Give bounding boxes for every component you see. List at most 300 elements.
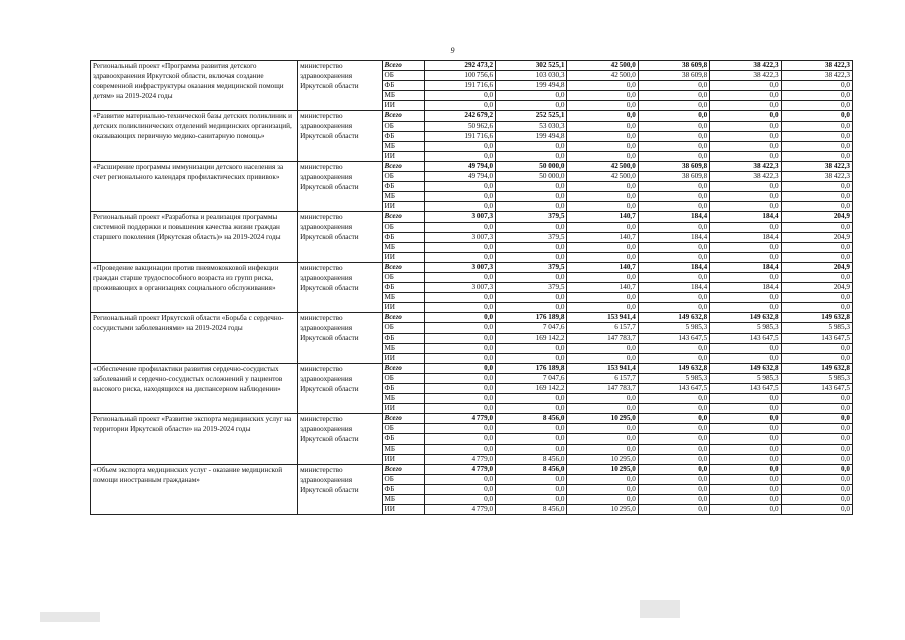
amount-cell: 10 295,0: [567, 505, 638, 515]
amount-cell: 0,0: [638, 394, 709, 404]
amount-cell: 4 779,0: [424, 505, 495, 515]
funding-source-cell: МБ: [382, 242, 424, 252]
funding-source-cell: Всего: [382, 161, 424, 171]
amount-cell: 0,0: [567, 303, 638, 313]
amount-cell: 0,0: [567, 252, 638, 262]
funding-source-cell: МБ: [382, 192, 424, 202]
amount-cell: 0,0: [567, 424, 638, 434]
funding-source-cell: Всего: [382, 262, 424, 272]
amount-cell: 0,0: [424, 384, 495, 394]
amount-cell: 0,0: [638, 424, 709, 434]
amount-cell: 0,0: [781, 293, 852, 303]
amount-cell: 184,4: [638, 262, 709, 272]
amount-cell: 0,0: [710, 424, 781, 434]
funding-source-cell: ФБ: [382, 232, 424, 242]
amount-cell: 184,4: [638, 283, 709, 293]
amount-cell: 379,5: [496, 262, 567, 272]
amount-cell: 0,0: [781, 141, 852, 151]
amount-cell: 0,0: [496, 192, 567, 202]
amount-cell: 3 007,3: [424, 262, 495, 272]
amount-cell: 0,0: [496, 343, 567, 353]
funding-source-cell: ОБ: [382, 323, 424, 333]
amount-cell: 49 794,0: [424, 161, 495, 171]
amount-cell: 0,0: [710, 131, 781, 141]
funding-source-cell: ОБ: [382, 71, 424, 81]
amount-cell: 0,0: [424, 404, 495, 414]
funding-source-cell: ИИ: [382, 454, 424, 464]
amount-cell: 0,0: [496, 141, 567, 151]
funding-source-cell: ФБ: [382, 333, 424, 343]
funding-source-cell: ИИ: [382, 353, 424, 363]
amount-cell: 6 157,7: [567, 373, 638, 383]
amount-cell: 0,0: [567, 141, 638, 151]
amount-cell: 0,0: [424, 323, 495, 333]
table-row: [91, 363, 853, 373]
amount-cell: 38 422,3: [781, 61, 852, 71]
amount-cell: 252 525,1: [496, 111, 567, 121]
amount-cell: 8 456,0: [496, 454, 567, 464]
amount-cell: 0,0: [710, 505, 781, 515]
amount-cell: 0,0: [710, 454, 781, 464]
amount-cell: 0,0: [638, 414, 709, 424]
amount-cell: 50 000,0: [496, 161, 567, 171]
amount-cell: 184,4: [710, 212, 781, 222]
table-row: [91, 414, 853, 424]
amount-cell: 0,0: [496, 424, 567, 434]
amount-cell: 0,0: [567, 91, 638, 101]
amount-cell: 0,0: [638, 495, 709, 505]
funding-source-cell: ИИ: [382, 404, 424, 414]
amount-cell: 42 500,0: [567, 61, 638, 71]
amount-cell: 0,0: [424, 293, 495, 303]
amount-cell: 0,0: [567, 343, 638, 353]
funding-source-cell: Всего: [382, 313, 424, 323]
amount-cell: 143 647,5: [710, 333, 781, 343]
amount-cell: 0,0: [638, 91, 709, 101]
amount-cell: 5 985,3: [781, 373, 852, 383]
amount-cell: 0,0: [638, 101, 709, 111]
amount-cell: 0,0: [638, 454, 709, 464]
amount-cell: 143 647,5: [781, 333, 852, 343]
amount-cell: 0,0: [496, 484, 567, 494]
amount-cell: 5 985,3: [638, 323, 709, 333]
amount-cell: 42 500,0: [567, 172, 638, 182]
amount-cell: 50 962,6: [424, 121, 495, 131]
amount-cell: 0,0: [781, 343, 852, 353]
amount-cell: 0,0: [638, 353, 709, 363]
funding-source-cell: ИИ: [382, 303, 424, 313]
amount-cell: 3 007,3: [424, 212, 495, 222]
table-row: [91, 61, 853, 71]
funding-source-cell: Всего: [382, 212, 424, 222]
amount-cell: 0,0: [781, 474, 852, 484]
page-number: 9: [450, 46, 455, 55]
funding-source-cell: ФБ: [382, 131, 424, 141]
amount-cell: 0,0: [781, 272, 852, 282]
amount-cell: 0,0: [496, 293, 567, 303]
amount-cell: 0,0: [567, 353, 638, 363]
amount-cell: 0,0: [567, 293, 638, 303]
amount-cell: 0,0: [710, 404, 781, 414]
amount-cell: 0,0: [710, 444, 781, 454]
amount-cell: 0,0: [424, 363, 495, 373]
funding-source-cell: Всего: [382, 111, 424, 121]
program-name-cell: Региональный проект «Разработка и реализация программы системной поддержки и повышения качества жизни граждан старшего поколения (Иркутская область)» на 2019-2024 годы: [91, 212, 298, 262]
amount-cell: 0,0: [567, 192, 638, 202]
amount-cell: 0,0: [710, 151, 781, 161]
table-row: [91, 212, 853, 222]
amount-cell: 0,0: [781, 121, 852, 131]
amount-cell: 0,0: [710, 484, 781, 494]
amount-cell: 10 295,0: [567, 464, 638, 474]
table-row: [91, 313, 853, 323]
program-name-cell: Региональный проект «Программа развития детского здравоохранения Иркутской области, включая создание современной инфраструктуры оказания медицинской помощи детям» на 2019-2024 годы: [91, 61, 298, 111]
amount-cell: 242 679,2: [424, 111, 495, 121]
amount-cell: 0,0: [710, 91, 781, 101]
amount-cell: 204,9: [781, 283, 852, 293]
amount-cell: 149 632,8: [781, 363, 852, 373]
amount-cell: 4 779,0: [424, 454, 495, 464]
amount-cell: 5 985,3: [710, 373, 781, 383]
program-name-cell: «Обеспечение профилактики развития сердечно-сосудистых заболеваний и сердечно-сосудистых осложнений у пациентов высокого риска, находящихся на диспансерном наблюдении»: [91, 363, 298, 413]
amount-cell: 0,0: [424, 353, 495, 363]
amount-cell: 0,0: [781, 151, 852, 161]
amount-cell: 0,0: [781, 495, 852, 505]
amount-cell: 0,0: [710, 242, 781, 252]
amount-cell: 0,0: [638, 131, 709, 141]
amount-cell: 0,0: [781, 242, 852, 252]
amount-cell: 0,0: [710, 202, 781, 212]
program-name-cell: «Объем экспорта медицинских услуг - оказание медицинской помощи иностранным гражданам»: [91, 464, 298, 514]
amount-cell: 0,0: [567, 101, 638, 111]
amount-cell: 184,4: [710, 232, 781, 242]
amount-cell: 0,0: [496, 394, 567, 404]
amount-cell: 0,0: [638, 272, 709, 282]
funding-source-cell: Всего: [382, 414, 424, 424]
funding-source-cell: ФБ: [382, 81, 424, 91]
executor-cell: министерство здравоохранения Иркутской области: [298, 464, 382, 514]
amount-cell: 5 985,3: [710, 323, 781, 333]
executor-cell: министерство здравоохранения Иркутской области: [298, 61, 382, 111]
amount-cell: 0,0: [781, 192, 852, 202]
amount-cell: 0,0: [710, 434, 781, 444]
amount-cell: 0,0: [710, 101, 781, 111]
funding-source-cell: ФБ: [382, 434, 424, 444]
funding-source-cell: Всего: [382, 61, 424, 71]
table-row: [91, 161, 853, 171]
amount-cell: 0,0: [424, 313, 495, 323]
amount-cell: 38 422,3: [710, 172, 781, 182]
amount-cell: 0,0: [567, 474, 638, 484]
amount-cell: 0,0: [638, 343, 709, 353]
amount-cell: 0,0: [781, 464, 852, 474]
amount-cell: 0,0: [496, 252, 567, 262]
amount-cell: 140,7: [567, 283, 638, 293]
amount-cell: 0,0: [781, 131, 852, 141]
amount-cell: 0,0: [567, 121, 638, 131]
amount-cell: 0,0: [567, 202, 638, 212]
amount-cell: 0,0: [567, 81, 638, 91]
funding-source-cell: ИИ: [382, 101, 424, 111]
amount-cell: 0,0: [638, 81, 709, 91]
amount-cell: 184,4: [638, 212, 709, 222]
amount-cell: 0,0: [496, 434, 567, 444]
executor-cell: министерство здравоохранения Иркутской области: [298, 363, 382, 413]
amount-cell: 0,0: [638, 505, 709, 515]
amount-cell: 0,0: [638, 182, 709, 192]
funding-source-cell: ИИ: [382, 252, 424, 262]
amount-cell: 0,0: [638, 252, 709, 262]
budget-table-body: [91, 61, 853, 515]
amount-cell: 0,0: [567, 394, 638, 404]
amount-cell: 0,0: [496, 495, 567, 505]
amount-cell: 38 609,8: [638, 172, 709, 182]
amount-cell: 0,0: [710, 353, 781, 363]
funding-source-cell: ОБ: [382, 222, 424, 232]
amount-cell: 140,7: [567, 232, 638, 242]
amount-cell: 0,0: [424, 484, 495, 494]
amount-cell: 153 941,4: [567, 363, 638, 373]
table-row: [91, 464, 853, 474]
funding-source-cell: ИИ: [382, 202, 424, 212]
amount-cell: 0,0: [424, 434, 495, 444]
amount-cell: 0,0: [496, 474, 567, 484]
amount-cell: 149 632,8: [781, 313, 852, 323]
amount-cell: 0,0: [638, 121, 709, 131]
amount-cell: 3 007,3: [424, 283, 495, 293]
scan-artifact: [40, 612, 100, 622]
amount-cell: 199 494,8: [496, 131, 567, 141]
amount-cell: 0,0: [781, 434, 852, 444]
amount-cell: 0,0: [638, 151, 709, 161]
amount-cell: 0,0: [567, 151, 638, 161]
amount-cell: 4 779,0: [424, 414, 495, 424]
amount-cell: 0,0: [496, 182, 567, 192]
executor-cell: министерство здравоохранения Иркутской области: [298, 111, 382, 161]
amount-cell: 140,7: [567, 212, 638, 222]
amount-cell: 38 609,8: [638, 61, 709, 71]
amount-cell: 169 142,2: [496, 384, 567, 394]
amount-cell: 0,0: [710, 252, 781, 262]
amount-cell: 0,0: [638, 222, 709, 232]
amount-cell: 0,0: [781, 182, 852, 192]
amount-cell: 0,0: [638, 444, 709, 454]
amount-cell: 302 525,1: [496, 61, 567, 71]
amount-cell: 49 794,0: [424, 172, 495, 182]
amount-cell: 8 456,0: [496, 505, 567, 515]
funding-source-cell: Всего: [382, 363, 424, 373]
amount-cell: 0,0: [496, 303, 567, 313]
amount-cell: 0,0: [638, 242, 709, 252]
amount-cell: 0,0: [781, 484, 852, 494]
amount-cell: 147 783,7: [567, 384, 638, 394]
funding-source-cell: МБ: [382, 293, 424, 303]
amount-cell: 0,0: [710, 293, 781, 303]
amount-cell: 147 783,7: [567, 333, 638, 343]
amount-cell: 0,0: [638, 404, 709, 414]
amount-cell: 0,0: [781, 222, 852, 232]
program-name-cell: «Развитие материально-технической базы детских поликлиник и детских поликлинических отделений медицинских организаций, оказывающих первичную медико-санитарную помощь»: [91, 111, 298, 161]
amount-cell: 0,0: [424, 474, 495, 484]
amount-cell: 0,0: [496, 242, 567, 252]
amount-cell: 0,0: [710, 81, 781, 91]
funding-source-cell: МБ: [382, 394, 424, 404]
amount-cell: 0,0: [781, 101, 852, 111]
amount-cell: 8 456,0: [496, 464, 567, 474]
amount-cell: 0,0: [424, 343, 495, 353]
amount-cell: 38 609,8: [638, 161, 709, 171]
funding-source-cell: ОБ: [382, 474, 424, 484]
amount-cell: 0,0: [424, 303, 495, 313]
amount-cell: 8 456,0: [496, 414, 567, 424]
scan-artifact: [640, 600, 680, 618]
amount-cell: 0,0: [638, 111, 709, 121]
amount-cell: 0,0: [710, 303, 781, 313]
amount-cell: 10 295,0: [567, 454, 638, 464]
amount-cell: 292 473,2: [424, 61, 495, 71]
funding-source-cell: ФБ: [382, 384, 424, 394]
amount-cell: 0,0: [638, 464, 709, 474]
amount-cell: 169 142,2: [496, 333, 567, 343]
funding-source-cell: Всего: [382, 464, 424, 474]
program-name-cell: «Проведение вакцинации против пневмококковой инфекции граждан старше трудоспособного возраста из групп риска, проживающих в организациях социального обслуживания»: [91, 262, 298, 312]
amount-cell: 0,0: [781, 252, 852, 262]
amount-cell: 184,4: [710, 262, 781, 272]
amount-cell: 103 030,3: [496, 71, 567, 81]
funding-source-cell: ИИ: [382, 505, 424, 515]
amount-cell: 0,0: [638, 484, 709, 494]
executor-cell: министерство здравоохранения Иркутской области: [298, 262, 382, 312]
amount-cell: 0,0: [638, 141, 709, 151]
amount-cell: 0,0: [424, 91, 495, 101]
funding-source-cell: МБ: [382, 141, 424, 151]
amount-cell: 0,0: [424, 101, 495, 111]
amount-cell: 153 941,4: [567, 313, 638, 323]
amount-cell: 38 422,3: [710, 61, 781, 71]
amount-cell: 0,0: [638, 434, 709, 444]
amount-cell: 149 632,8: [638, 313, 709, 323]
amount-cell: 0,0: [781, 424, 852, 434]
amount-cell: 38 422,3: [710, 161, 781, 171]
executor-cell: министерство здравоохранения Иркутской области: [298, 212, 382, 262]
amount-cell: 184,4: [638, 232, 709, 242]
funding-source-cell: ОБ: [382, 272, 424, 282]
amount-cell: 0,0: [710, 121, 781, 131]
funding-source-cell: ОБ: [382, 121, 424, 131]
amount-cell: 0,0: [781, 353, 852, 363]
amount-cell: 0,0: [710, 474, 781, 484]
amount-cell: 42 500,0: [567, 161, 638, 171]
amount-cell: 0,0: [424, 495, 495, 505]
amount-cell: 191 716,6: [424, 131, 495, 141]
amount-cell: 143 647,5: [638, 333, 709, 343]
amount-cell: 3 007,3: [424, 232, 495, 242]
amount-cell: 0,0: [781, 91, 852, 101]
amount-cell: 0,0: [424, 444, 495, 454]
amount-cell: 143 647,5: [710, 384, 781, 394]
amount-cell: 0,0: [567, 222, 638, 232]
amount-cell: 176 189,8: [496, 313, 567, 323]
amount-cell: 0,0: [710, 192, 781, 202]
executor-cell: министерство здравоохранения Иркутской области: [298, 161, 382, 211]
amount-cell: 149 632,8: [710, 363, 781, 373]
amount-cell: 38 422,3: [781, 71, 852, 81]
amount-cell: 0,0: [424, 373, 495, 383]
amount-cell: 0,0: [638, 202, 709, 212]
amount-cell: 0,0: [496, 272, 567, 282]
program-name-cell: Региональный проект Иркутской области «Борьба с сердечно-сосудистыми заболеваниями» на 2019-2024 годы: [91, 313, 298, 363]
amount-cell: 0,0: [638, 192, 709, 202]
amount-cell: 0,0: [781, 444, 852, 454]
amount-cell: 176 189,8: [496, 363, 567, 373]
amount-cell: 0,0: [496, 151, 567, 161]
funding-source-cell: ОБ: [382, 424, 424, 434]
amount-cell: 0,0: [710, 111, 781, 121]
amount-cell: 7 047,6: [496, 323, 567, 333]
amount-cell: 0,0: [496, 222, 567, 232]
amount-cell: 0,0: [638, 474, 709, 484]
amount-cell: 0,0: [781, 454, 852, 464]
amount-cell: 149 632,8: [638, 363, 709, 373]
amount-cell: 38 422,3: [781, 172, 852, 182]
amount-cell: 0,0: [567, 495, 638, 505]
budget-table: [90, 60, 853, 515]
program-name-cell: «Расширение программы иммунизации детского населения за счет регионального календаря профилактических прививок»: [91, 161, 298, 211]
executor-cell: министерство здравоохранения Иркутской области: [298, 414, 382, 464]
executor-cell: министерство здравоохранения Иркутской области: [298, 313, 382, 363]
amount-cell: 204,9: [781, 232, 852, 242]
amount-cell: 0,0: [424, 272, 495, 282]
amount-cell: 0,0: [781, 394, 852, 404]
amount-cell: 0,0: [496, 404, 567, 414]
amount-cell: 0,0: [567, 182, 638, 192]
amount-cell: 0,0: [567, 484, 638, 494]
amount-cell: 0,0: [424, 333, 495, 343]
amount-cell: 0,0: [496, 91, 567, 101]
amount-cell: 191 716,6: [424, 81, 495, 91]
amount-cell: 38 422,3: [710, 71, 781, 81]
amount-cell: 38 609,8: [638, 71, 709, 81]
funding-source-cell: МБ: [382, 444, 424, 454]
amount-cell: 0,0: [496, 101, 567, 111]
amount-cell: 0,0: [710, 182, 781, 192]
amount-cell: 4 779,0: [424, 464, 495, 474]
amount-cell: 199 494,8: [496, 81, 567, 91]
amount-cell: 0,0: [638, 303, 709, 313]
amount-cell: 0,0: [424, 252, 495, 262]
funding-source-cell: ОБ: [382, 172, 424, 182]
amount-cell: 53 030,3: [496, 121, 567, 131]
amount-cell: 5 985,3: [638, 373, 709, 383]
amount-cell: 0,0: [781, 404, 852, 414]
amount-cell: 0,0: [496, 202, 567, 212]
amount-cell: 379,5: [496, 283, 567, 293]
amount-cell: 0,0: [424, 151, 495, 161]
amount-cell: 379,5: [496, 212, 567, 222]
amount-cell: 0,0: [424, 182, 495, 192]
amount-cell: 0,0: [710, 272, 781, 282]
funding-source-cell: ФБ: [382, 182, 424, 192]
amount-cell: 0,0: [781, 111, 852, 121]
amount-cell: 0,0: [567, 434, 638, 444]
amount-cell: 0,0: [710, 414, 781, 424]
amount-cell: 0,0: [710, 343, 781, 353]
amount-cell: 0,0: [781, 505, 852, 515]
amount-cell: 0,0: [638, 293, 709, 303]
funding-source-cell: ОБ: [382, 373, 424, 383]
amount-cell: 0,0: [496, 353, 567, 363]
amount-cell: 149 632,8: [710, 313, 781, 323]
